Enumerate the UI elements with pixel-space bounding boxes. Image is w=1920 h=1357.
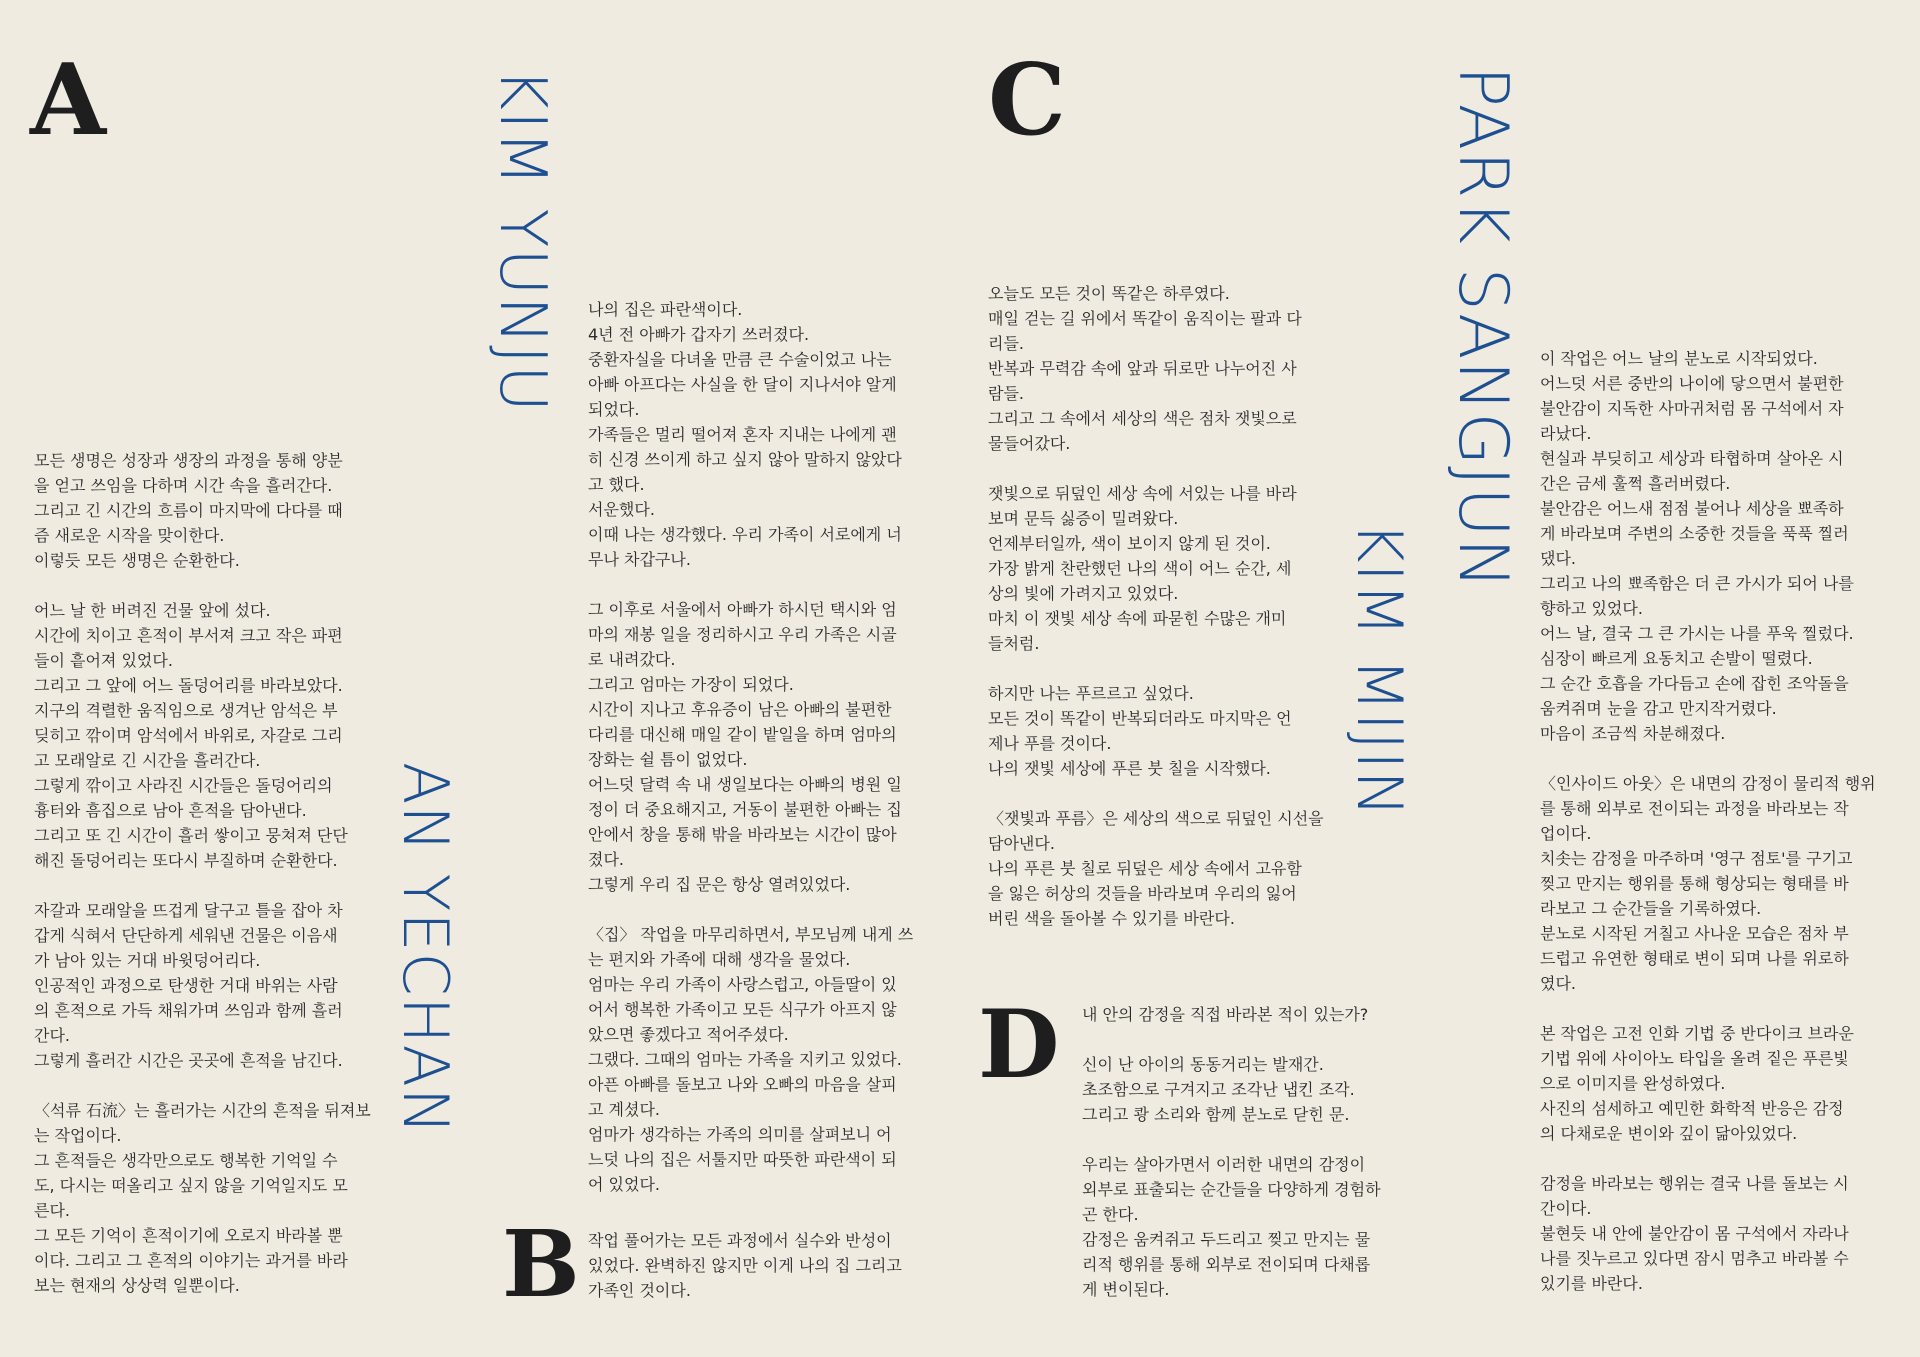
paragraph: 감정을 바라보는 행위는 결국 나를 돌보는 시 간이다. 불현듯 내 안에 불안감이 몸 구석에서 자라나 나를 짓누르고 있다면 잠시 멈추고 바라볼 수 있기를 바란다.	[1540, 1174, 1849, 1293]
text-column-a	[34, 448, 394, 1298]
text-column-c	[988, 281, 1348, 931]
paragraph: 본 작업은 고전 인화 기법 중 반다이크 브라운 기법 위에 사이아노 타입을 올려 짙은 푸른빛 으로 이미지를 완성하였다. 사진의 섬세하고 예민한 화학적 반응은 감정 의 다채로운 변이와 깊이 닮아있었다.	[1540, 1024, 1854, 1143]
paragraph: 이 작업은 어느 날의 분노로 시작되었다. 어느덧 서른 중반의 나이에 닿으면서 불편한 불안감이 지독한 사마귀처럼 몸 구석에서 자 라났다. 현실과 부딪히고 세상과 타협하며 살아온 시 간은 금세 훌쩍 흘러버렸다. 불안감은 어느새 점점 불어나 세상을 뾰족하 게 바라보며 주변의 소중한 것들을 푹푹 찔러 댔다. 그리고 나의 뾰족함은 더 큰 가시가 되어 나를 향하고 있었다. 어느 날, 결국 그 큰 가시는 나를 푸욱 찔렀다. 심장이 빠르게 요동치고 손발이 떨렸다. 그 순간 호흡을 가다듬고 손에 잡힌 조악돌을 움켜쥐며 눈을 감고 만지작거렸다. 마음이 조금씩 차분해졌다.	[1540, 349, 1854, 743]
artist-name-park-sangjun: PARK SANGJUN	[1443, 66, 1522, 590]
section-letter-b: B	[502, 1210, 580, 1318]
paragraph: 신이 난 아이의 동동거리는 발재간. 초조함으로 구겨지고 조각난 냅킨 조각. 그리고 쾅 소리와 함께 분노로 닫힌 문.	[1082, 1055, 1355, 1124]
paragraph: 〈집〉 작업을 마무리하면서, 부모님께 내게 쓰 는 편지와 가족에 대해 생각을 물었다. 엄마는 우리 가족이 사랑스럽고, 아들딸이 있 어서 행복한 가족이고 모든 식구가 아프지 않 았으면 좋겠다고 적어주셨다. 그랬다. 그때의 엄마는 가족을 지키고 있었다. 아픈 아빠를 돌보고 나와 오빠의 마음을 살피 고 계셨다. 엄마가 생각하는 가족의 의미를 살펴보니 어 느덧 나의 집은 서툴지만 따뜻한 파란색이 되 어 있었다.	[588, 925, 914, 1194]
paragraph: 우리는 살아가면서 이러한 내면의 감정이 외부로 표출되는 순간들을 다양하게 경험하 곤 한다. 감정은 움켜쥐고 두드리고 찢고 만지는 물 리적 행위를 통해 외부로 전이되며 다채롭 게 변이된다.	[1082, 1155, 1381, 1299]
artist-name-kim-yunju: KIM YUNJU	[485, 68, 559, 413]
paragraph: 나의 집은 파란색이다. 4년 전 아빠가 갑자기 쓰러졌다. 중환자실을 다녀올 만큼 큰 수술이었고 나는 아빠 아프다는 사실을 한 달이 지나서야 알게 되었다. 가족들은 멀리 떨어져 혼자 지내는 나에게 괜 히 신경 쓰이게 하고 싶지 않아 말하지 않았다 고 했다. 서운했다. 이때 나는 생각했다. 우리 가족이 서로에게 너 무나 차갑구나.	[588, 300, 902, 569]
paragraph: 내 안의 감정을 직접 바라본 적이 있는가?	[1082, 1005, 1369, 1024]
paragraph: 〈석류 石流〉는 흘러가는 시간의 흔적을 뒤져보 는 작업이다. 그 흔적들은 생각만으로도 행복한 기억일 수 도, 다시는 떠올리고 싶지 않을 기억일지도 모 른다. 그 모든 기억이 흔적이기에 오로지 바라볼 뿐 이다. 그리고 그 흔적의 이야기는 과거를 바라 보는 현재의 상상력 일뿐이다.	[34, 1101, 371, 1295]
paragraph: 〈잿빛과 푸름〉은 세상의 색으로 뒤덮인 시선을 담아낸다. 나의 푸른 붓 칠로 뒤덮은 세상 속에서 고유함 을 잃은 허상의 것들을 바라보며 우리의 잃어 버린 색을 돌아볼 수 있기를 바란다.	[988, 809, 1324, 928]
section-letter-a: A	[30, 43, 107, 158]
paragraph: 자갈과 모래알을 뜨겁게 달구고 틀을 잡아 차 갑게 식혀서 단단하게 세워낸 건물은 이음새 가 남아 있는 거대 바윗덩어리다. 인공적인 과정으로 탄생한 거대 바위는 사람 의 흔적으로 가득 채워가며 쓰임과 함께 흘러 간다. 그렇게 흘러간 시간은 곳곳에 흔적을 남긴다.	[34, 901, 343, 1070]
paragraph: 작업 풀어가는 모든 과정에서 실수와 반성이 있었다. 완벽하진 않지만 이게 나의 집 그리고 가족인 것이다.	[588, 1231, 902, 1300]
paragraph: 어느 날 한 버려진 건물 앞에 섰다. 시간에 치이고 흔적이 부서져 크고 작은 파편 들이 흩어져 있었다. 그리고 그 앞에 어느 돌덩어리를 바라보았다. 지구의 격렬한 움직임으로 생겨난 암석은 부 딪히고 깎이며 암석에서 바위로, 자갈로 그리 고 모래알로 긴 시간을 흘러간다. 그렇게 깎이고 사라진 시간들은 돌덩어리의 흉터와 흠집으로 남아 흔적을 담아낸다. 그리고 또 긴 시간이 흘러 쌓이고 뭉쳐져 단단 해진 돌덩어리는 또다시 부질하며 순환한다.	[34, 601, 348, 870]
text-column-b-closing	[588, 1228, 948, 1303]
paragraph: 오늘도 모든 것이 똑같은 하루였다. 매일 걷는 길 위에서 똑같이 움직이는 팔과 다 리들. 반복과 무력감 속에 앞과 뒤로만 나누어진 사 람들. 그리고 그 속에서 세상의 색은 점차 잿빛으로 물들어갔다.	[988, 284, 1302, 453]
artist-name-an-yechan: AN YECHAN	[389, 762, 462, 1136]
section-letter-d: D	[978, 990, 1060, 1100]
paragraph: 하지만 나는 푸르르고 싶었다. 모든 것이 똑같이 반복되더라도 마지막은 언 제나 푸를 것이다. 나의 잿빛 세상에 푸른 붓 칠을 시작했다.	[988, 684, 1292, 778]
artist-name-kim-mijin: KIM MIJIN	[1343, 522, 1416, 818]
text-column-park	[1540, 346, 1910, 1296]
paragraph: 그 이후로 서울에서 아빠가 하시던 택시와 엄 마의 재봉 일을 정리하시고 우리 가족은 시골 로 내려갔다. 그리고 엄마는 가장이 되었다. 시간이 지나고 후유증이 남은 아빠의 불편한 다리를 대신해 매일 같이 밭일을 하며 엄마의 장화는 쉴 틈이 없었다. 어느덧 달력 속 내 생일보다는 아빠의 병원 일 정이 더 중요해지고, 거동이 불편한 아빠는 집 안에서 창을 통해 밖을 바라보는 시간이 많아 졌다. 그렇게 우리 집 문은 항상 열려있었다.	[588, 600, 902, 894]
paragraph: 〈인사이드 아웃〉은 내면의 감정이 물리적 행위 를 통해 외부로 전이되는 과정을 바라보는 작 업이다. 치솟는 감정을 마주하며 '영구 점토'를 구기고 찢고 만지는 행위를 통해 형상되는 형태를 바 라보고 그 순간들을 기록하였다. 분노로 시작된 거칠고 사나운 모습은 점차 부 드럽고 유연한 형태로 변이 되며 나를 위로하 였다.	[1540, 774, 1876, 993]
paragraph: 잿빛으로 뒤덮인 세상 속에 서있는 나를 바라 보며 문득 싫증이 밀려왔다. 언제부터일까, 색이 보이지 않게 된 것이. 가장 밝게 찬란했던 나의 색이 어느 순간, 세 상의 빛에 가려지고 있었다. 마치 이 잿빛 세상 속에 파묻힌 수많은 개미 들처럼.	[988, 484, 1297, 653]
section-letter-c: C	[988, 43, 1066, 158]
paragraph: 모든 생명은 성장과 생장의 과정을 통해 양분 을 얻고 쓰임을 다하며 시간 속을 흘러간다. 그리고 긴 시간의 흐름이 마지막에 다다를 때 즘 새로운 시작을 맞이한다. 이렇듯 모든 생명은 순환한다.	[34, 451, 343, 570]
text-column-b	[588, 297, 948, 1197]
text-column-d	[1082, 1002, 1442, 1302]
